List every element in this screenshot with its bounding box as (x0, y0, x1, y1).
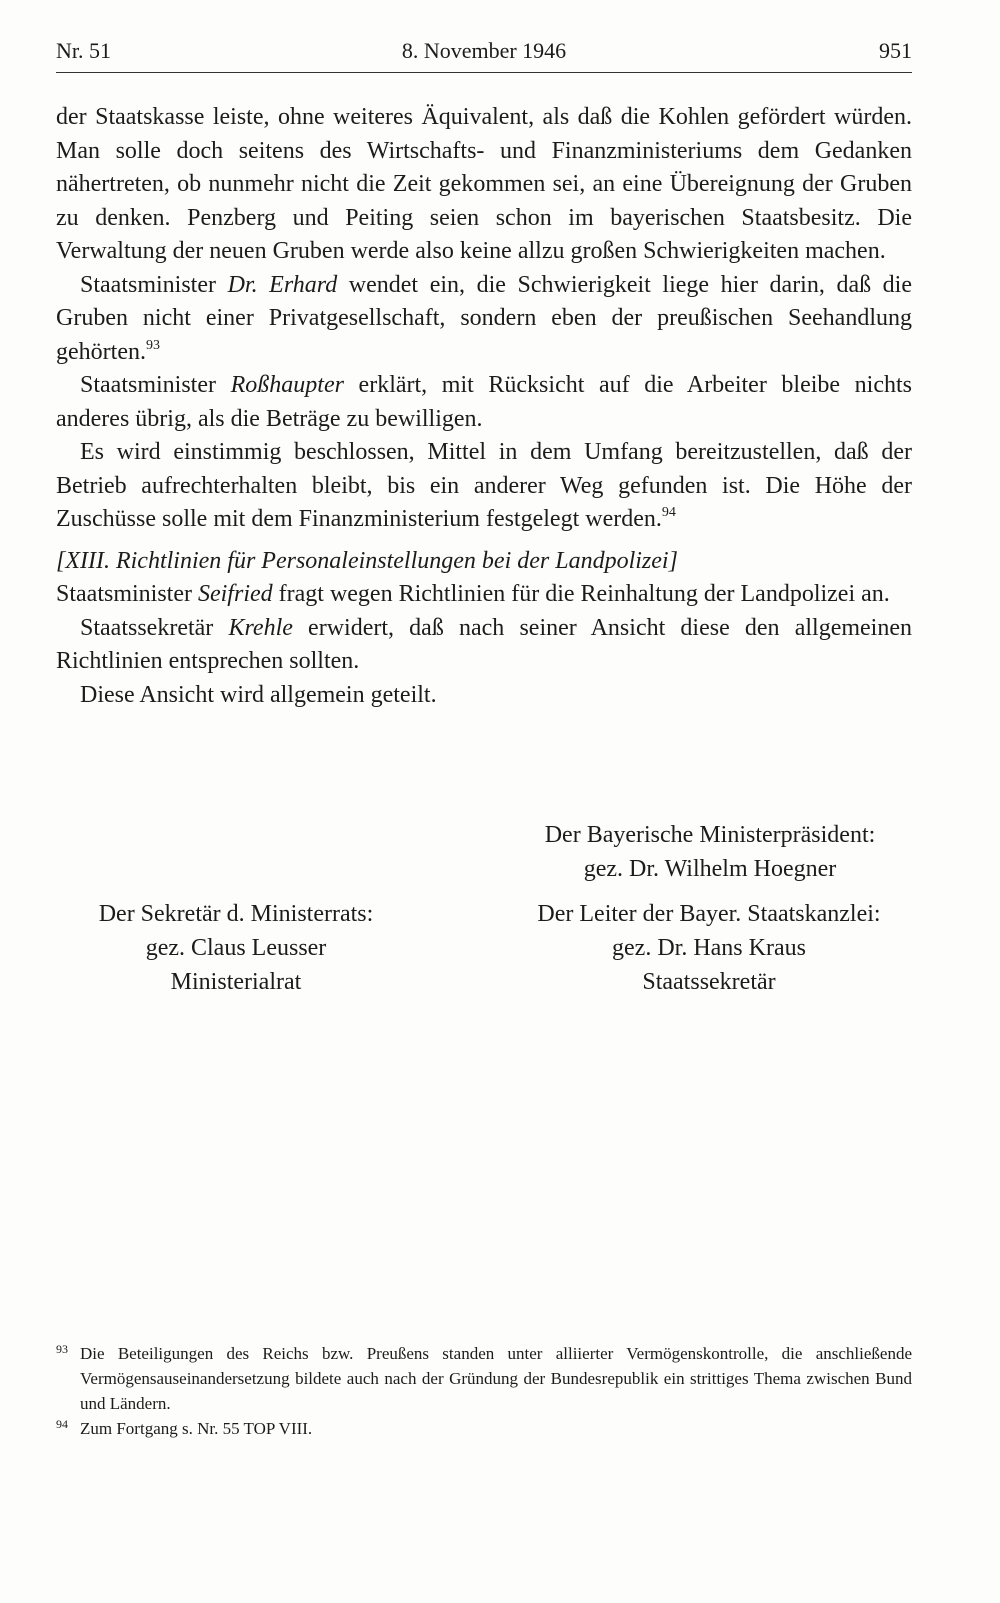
paragraph-2: Staatsminister Dr. Erhard wendet ein, die Schwierigkeit liege hier darin, daß die Gruben nicht einer Privatgesellschaft, sondern eben der preußischen Seehandlung gehörten.$^{93}$ (56, 271, 913, 365)
paragraph-3: Staatsminister Roßhaupter erklärt, mit Rücksicht auf die Arbeiter bleibe nichts anderes übrig, als die Beträge zu bewilligen. (56, 372, 913, 432)
page-number: 951 (879, 38, 912, 63)
signature-title: Der Bayerische Ministerpräsident: (544, 822, 876, 848)
paragraph-4: Es wird einstimmig beschlossen, Mittel in dem Umfang bereitzustellen, daß der Betrieb aufrechterhalten bleibt, bis ein anderer Weg gefunden ist. Die Höhe der Zuschüsse solle mit dem Finanzministerium festgelegt werden.$^{94}$ (56, 439, 912, 532)
running-header (56, 38, 912, 72)
document-date: 8. November 1946 (401, 38, 567, 63)
footnote (56, 1341, 912, 1416)
header-rule (56, 72, 912, 73)
signature-title: Der Sekretär d. Ministerrats: (98, 901, 374, 927)
document-number: Nr. 51 (56, 38, 111, 63)
signature-rank: Ministerialrat (170, 969, 302, 995)
signature-name: gez. Dr. Wilhelm Hoegner (583, 856, 837, 882)
paragraph-1: der Staatskasse leiste, ohne weiteres Äquivalent, als daß die Kohlen gefördert würden. Man solle doch seitens des Wirtschafts- und Finanzministeriums dem Gedanken nähertreten, ob nunmehr nicht die Zeit gekommen sei, an eine Übereignung der Gruben zu denken. Penzberg und Peiting seien schon im bayerischen Staatsbesitz. Die Verwaltung der neuen Gruben werde also keine allzu großen Schwierigkeiten machen. (56, 104, 912, 264)
speaker-name: Roßhaupter (230, 372, 344, 398)
paragraph-6: Staatssekretär Krehle erwidert, daß nach seiner Ansicht diese den allgemeinen Richtlinien entsprechen sollten. (56, 614, 912, 674)
signature-chancellery (514, 897, 904, 999)
signature-secretary (66, 897, 406, 999)
body-text (56, 101, 912, 712)
signature-name: gez. Dr. Hans Kraus (612, 935, 806, 961)
signature-name: gez. Claus Leusser (145, 935, 327, 961)
footnote-number: 94 (56, 1417, 68, 1431)
footnotes (56, 1341, 912, 1441)
footnote (56, 1416, 912, 1441)
speaker-name: Seifried (197, 581, 273, 607)
signature-title: Der Leiter der Bayer. Staatskanzlei: (537, 901, 881, 927)
footnote-text: Die Beteiligungen des Reichs bzw. Preußens standen unter alliierter Vermögenskontrolle, die anschließende Vermögensauseinandersetzung bildete auch nach der Gründung der Bundesrepublik ein strittiges Thema zwischen Bund und Ländern. (80, 1344, 912, 1413)
signature-president (520, 818, 900, 886)
paragraph-7: Diese Ansicht wird allgemein geteilt. (80, 681, 437, 708)
footnote-ref: 93 (145, 337, 160, 353)
section-heading: [XIII. Richtlinien für Personaleinstellungen bei der Landpolizei] (56, 547, 678, 574)
speaker-name: Krehle (228, 614, 293, 641)
footnote-ref: 94 (661, 505, 676, 520)
speaker-name: Dr. Erhard (227, 271, 338, 298)
footnote-number: 93 (56, 1342, 68, 1356)
paragraph-5: Staatsminister Seifried fragt wegen Richtlinien für die Reinhaltung der Landpolizei an. (56, 581, 890, 607)
footnote-text: Zum Fortgang s. Nr. 55 TOP VIII. (80, 1419, 313, 1438)
signature-rank: Staatssekretär (642, 969, 776, 995)
